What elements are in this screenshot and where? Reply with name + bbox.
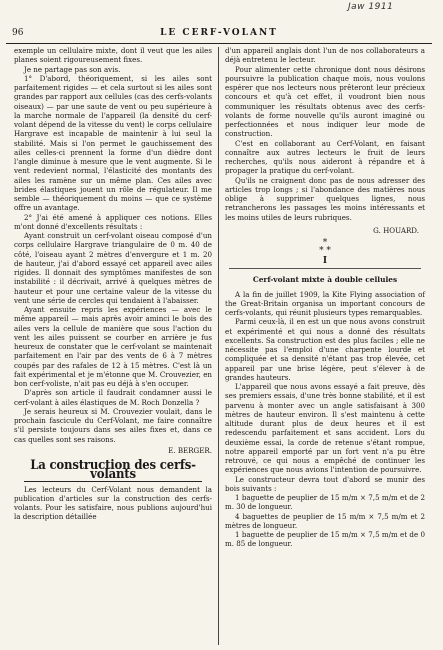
paragraph: Qu'ils ne craignent donc pas de nous adresser des articles trop longs ; si l'abondance des matières nous oblige à supprimer quelques lignes, nous retrancherons les passages les moins intéressants et les moins utiles de leurs rubriques. [225, 175, 425, 222]
list-item: 4 baguettes de peuplier de 15 m/m × 7,5 m/m et 2 mètres de longueur. [225, 511, 425, 530]
paragraph: C'est en collaborant au Cerf-Volant, en faisant connaître aux autres lecteurs le fruit de leurs recherches, qu'ils nous aideront à répandre et à propager la pratique du cerf-volant. [225, 138, 425, 176]
column-divider [218, 47, 219, 645]
paragraph: exemple un cellulaire mixte, dont il veut que les ailes planes soient rigoureusement fixes. [14, 46, 212, 65]
left-column [14, 46, 212, 522]
paragraph: Les lecteurs du Cerf-Volant nous demandent la publication d'articles sur la construction des cerfs-volants. Pour les satisfaire, nous publions aujourd'hui la description détaillée [14, 484, 212, 522]
list-item: 1 baguette de peuplier de 15 m/m × 7,5 m/m et de 2 m. 30 de longueur. [225, 493, 425, 512]
signature-houard: G. HOUARD. [373, 225, 419, 235]
paragraph: d'un appareil anglais dont l'un de nos collaborateurs a déjà entretenu le lecteur. [225, 46, 425, 65]
section-title: La construction des cerfs-volants [30, 458, 196, 483]
separator-rule [229, 268, 421, 269]
article-subheading: Cerf-volant mixte à double cellules [252, 275, 398, 285]
paragraph: Je serais heureux si M. Crouvezier voulait, dans le prochain fascicule du Cerf-Volant, me faire connaître s'il persiste toujours dans ses ailes fixes et, dans ce cas quelles sont ses raisons. [14, 406, 212, 444]
header-rule [6, 43, 432, 44]
paragraph: Pour alimenter cette chronique dont nous désirons poursuivre la publication chaque mois, nous voulons espérer que nos lecteurs nous prêteront leur précieux concours et qu'à cet effet, il voudront bien nous communiquer les résultats obtenus avec des cerfs-volants de forme nouvelle qu'ils auront imaginé ou perfectionnées et nous indiquer leur mode de construction. [225, 64, 425, 139]
paragraph: 1° D'abord, théoriquement, si les ailes sont parfaitement rigides — et cela surtout si les ailes sont grandes par rapport aux cellules (cas des cerfs-volants oiseaux) — par une saute de vent ou peu supérieure à la marche normale de l'appareil (la densité du cerf-volant dépend de la vitesse du vent) le corps cellulaire Hargrave est incapable de maintenir à lui seul la stabilité. Mais si l'on permet le gauchissement des ailes celles-ci prennent la forme d'un dièdre dont l'angle diminue à mesure que le vent augmente. Si le vent redevient normal, l'élasticité des montants des ailes les ramène sur un même plan. Ces ailes avec brides élastiques jouent un rôle de régulateur. Il me semble — théoriquement du moins — que ce système offre un avantage. [14, 73, 212, 213]
paragraph: Parmi ceux-là, il en est un que nous avons construit et expérimenté et qui nous a donné des résultats excellents. Sa construction est des plus faciles ; elle ne nécessite pas l'emploi d'une charpente lourde et compliquée et sa densité n'étant pas trop élevée, cet appareil par une brise légère, peut s'élever à de grandes hauteurs. [225, 317, 425, 382]
paragraph: Ayant ensuite repris les expériences — avec le même appareil — mais après avoir aminci le bois des ailes vers la cellule de manière que sous l'action du vent les ailes puissent se courber en arrière je fus heureux de constater que le cerf-volant se maintenait parfaitement en l'air par des vents de 6 à 7 mètres coupés par des rafales de 12 à 15 mètres. C'est là un fait expérimental et je m'étonne que M. Crouvezier, en bon cerf-voliste, n'ait pas eu déjà à s'en occuper. [14, 305, 212, 388]
asterism-ornament: * * * [319, 238, 331, 256]
paragraph: A la fin de juillet 1909, la Kite Flying association of the Great-Britain organisa un important concours de cerfs-volants, qui réunit plusieurs types remarquables. [225, 289, 425, 317]
paragraph: Ayant construit un cerf-volant oiseau composé d'un corps cellulaire Hargrave triangulaire de 0 m. 40 de côté, l'oiseau ayant 2 mètres d'envergure et 1 m. 20 de hauteur, j'ai d'abord essayé cet appareil avec ailes rigides. Il donnait des symptômes manifestes de son instabilité : il décrivait, arrivé à quelques mètres de hauteur et pour une certaine valeur de la vitesse du vent une série de cercles qui tendaient à l'abaisser. [14, 231, 212, 305]
paragraph: D'après son article il faudrait condamner aussi le cerf-volant à ailes élastiques de M. Roch Donzella ? [14, 388, 212, 407]
handwritten-note: Jaw 1911 [348, 2, 394, 12]
paragraph: Le constructeur devra tout d'abord se munir des bois suivants : [225, 474, 425, 493]
right-column [225, 46, 425, 549]
paragraph: L'appareil que nous avons essayé a fait preuve, dès ses premiers essais, d'une très bonne stabilité, et il est parvenu à monter avec un angle satisfaisant à 300 mètres de hauteur environ. Il s'est maintenu à cette altitude durant plus de deux heures et il est redescendu parfaitement et sans accident. Lors du deuxième essai, la corde de retenue s'étant rompue, notre appareil emporté par un fort vent n'a pu être retrouvé, ce qui nous a empêché de continuer les expériences que nous avions l'intention de poursuivre. [225, 382, 425, 475]
article-number: I [322, 256, 328, 266]
page-number: 96 [12, 28, 24, 38]
paragraph: Je ne partage pas son avis. [24, 64, 121, 74]
journal-title: LE CERF-VOLANT [160, 28, 278, 38]
list-item: 1 baguette de peuplier de 15 m/m × 7,5 m/m et de 0 m. 85 de longueur. [225, 530, 425, 549]
signature-berger: E. BERGER. [168, 445, 212, 455]
page-header [6, 28, 432, 40]
paragraph: 2° J'ai été amené à appliquer ces notions. Elles m'ont donné d'excellents résultats : [14, 212, 212, 231]
